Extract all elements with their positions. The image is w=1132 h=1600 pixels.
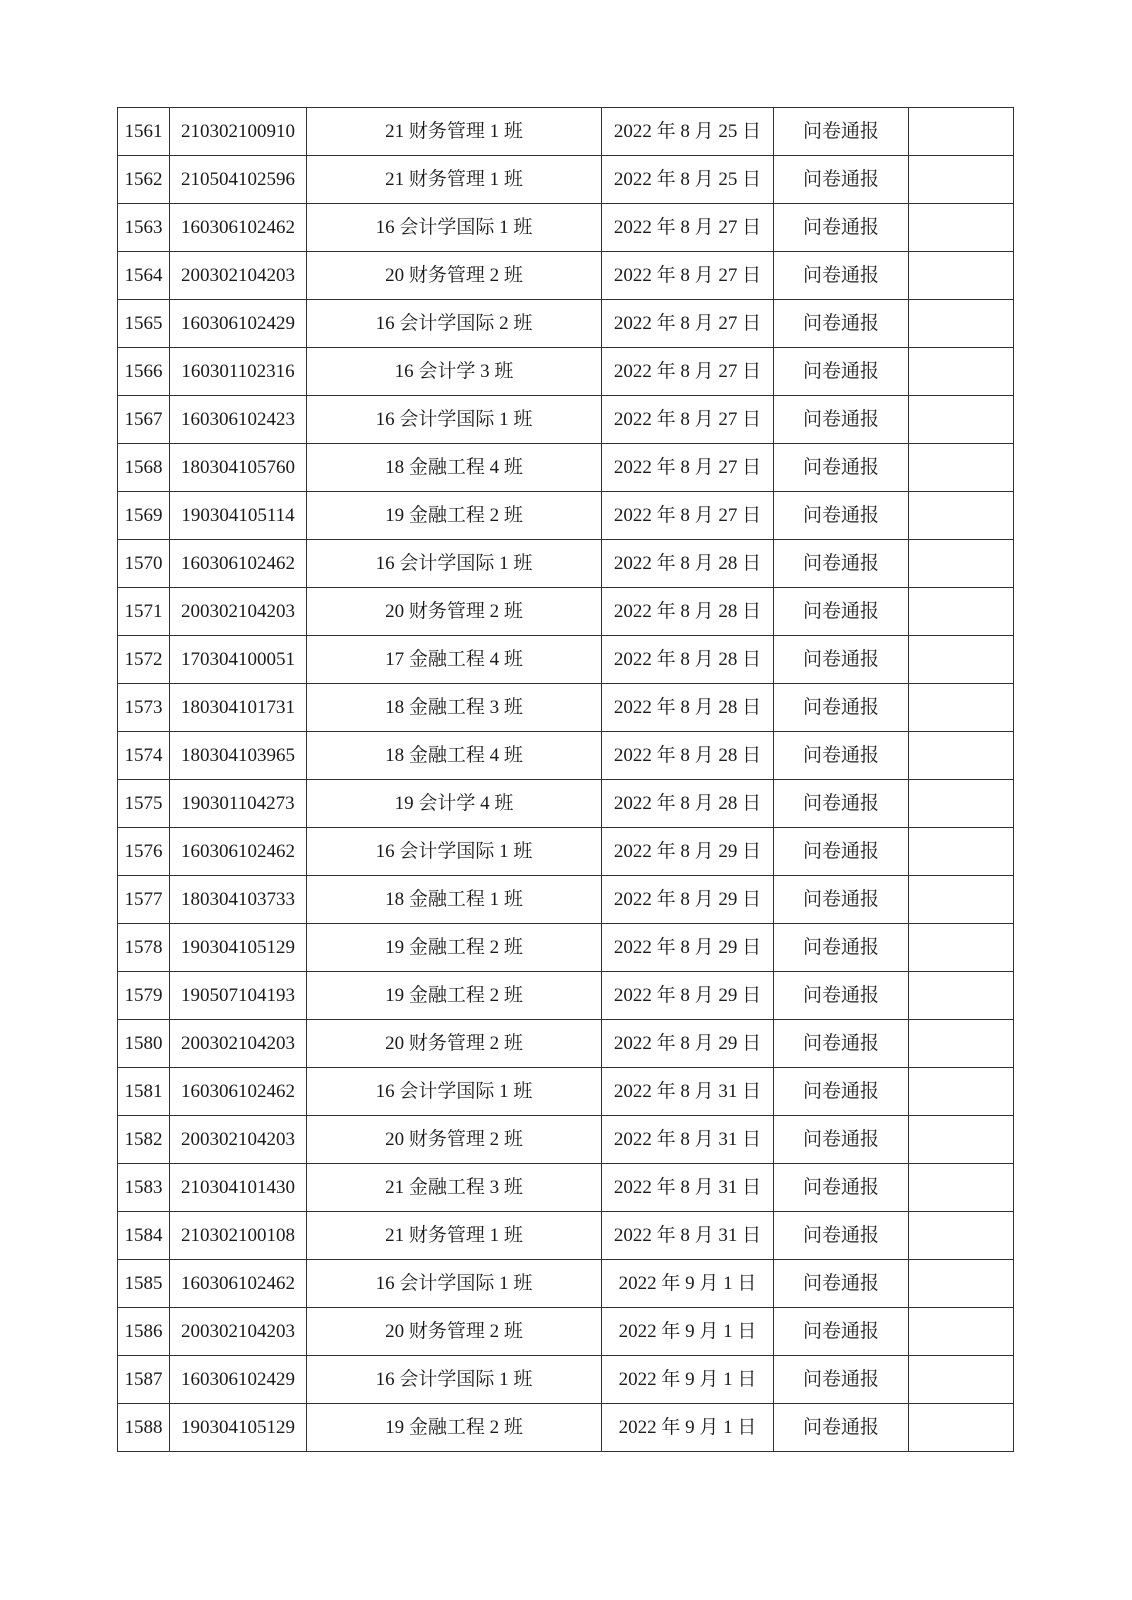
sequence-number-cell: 1577 <box>118 876 170 924</box>
sequence-number-cell: 1565 <box>118 300 170 348</box>
date-cell: 2022 年 8 月 28 日 <box>602 732 774 780</box>
date-cell: 2022 年 8 月 25 日 <box>602 156 774 204</box>
sequence-number-cell: 1588 <box>118 1404 170 1452</box>
notice-type-cell: 问卷通报 <box>774 876 909 924</box>
student-id-cell: 160301102316 <box>170 348 307 396</box>
sequence-number-cell: 1566 <box>118 348 170 396</box>
class-name-cell: 21 财务管理 1 班 <box>307 156 602 204</box>
table-row <box>118 924 1014 972</box>
date-cell: 2022 年 8 月 31 日 <box>602 1212 774 1260</box>
class-name-cell: 16 会计学国际 1 班 <box>307 1068 602 1116</box>
sequence-number-cell: 1563 <box>118 204 170 252</box>
date-cell: 2022 年 8 月 31 日 <box>602 1116 774 1164</box>
class-name-cell: 20 财务管理 2 班 <box>307 252 602 300</box>
student-id-cell: 200302104203 <box>170 588 307 636</box>
class-name-cell: 19 金融工程 2 班 <box>307 924 602 972</box>
notice-type-cell: 问卷通报 <box>774 300 909 348</box>
date-cell: 2022 年 8 月 27 日 <box>602 396 774 444</box>
date-cell: 2022 年 8 月 29 日 <box>602 876 774 924</box>
sequence-number-cell: 1580 <box>118 1020 170 1068</box>
date-cell: 2022 年 8 月 31 日 <box>602 1068 774 1116</box>
notice-type-cell: 问卷通报 <box>774 780 909 828</box>
class-name-cell: 18 金融工程 3 班 <box>307 684 602 732</box>
date-cell: 2022 年 8 月 27 日 <box>602 252 774 300</box>
table-row <box>118 780 1014 828</box>
table-row <box>118 1068 1014 1116</box>
record-table <box>117 107 1014 1452</box>
student-id-cell: 160306102462 <box>170 1260 307 1308</box>
table-body <box>118 108 1014 1452</box>
sequence-number-cell: 1562 <box>118 156 170 204</box>
sequence-number-cell: 1568 <box>118 444 170 492</box>
remarks-cell <box>909 204 1014 252</box>
student-id-cell: 210504102596 <box>170 156 307 204</box>
remarks-cell <box>909 540 1014 588</box>
date-cell: 2022 年 8 月 27 日 <box>602 492 774 540</box>
student-id-cell: 190304105129 <box>170 1404 307 1452</box>
student-id-cell: 160306102462 <box>170 204 307 252</box>
class-name-cell: 17 金融工程 4 班 <box>307 636 602 684</box>
table-row <box>118 636 1014 684</box>
student-id-cell: 160306102462 <box>170 828 307 876</box>
date-cell: 2022 年 9 月 1 日 <box>602 1404 774 1452</box>
class-name-cell: 20 财务管理 2 班 <box>307 588 602 636</box>
table-row <box>118 204 1014 252</box>
sequence-number-cell: 1579 <box>118 972 170 1020</box>
date-cell: 2022 年 8 月 28 日 <box>602 780 774 828</box>
class-name-cell: 18 金融工程 4 班 <box>307 732 602 780</box>
notice-type-cell: 问卷通报 <box>774 540 909 588</box>
sequence-number-cell: 1586 <box>118 1308 170 1356</box>
notice-type-cell: 问卷通报 <box>774 1212 909 1260</box>
class-name-cell: 19 金融工程 2 班 <box>307 1404 602 1452</box>
class-name-cell: 16 会计学国际 1 班 <box>307 204 602 252</box>
remarks-cell <box>909 1404 1014 1452</box>
date-cell: 2022 年 8 月 25 日 <box>602 108 774 156</box>
remarks-cell <box>909 108 1014 156</box>
notice-type-cell: 问卷通报 <box>774 636 909 684</box>
remarks-cell <box>909 780 1014 828</box>
class-name-cell: 21 财务管理 1 班 <box>307 108 602 156</box>
date-cell: 2022 年 8 月 29 日 <box>602 924 774 972</box>
notice-type-cell: 问卷通报 <box>774 1164 909 1212</box>
student-id-cell: 200302104203 <box>170 252 307 300</box>
class-name-cell: 16 会计学国际 1 班 <box>307 828 602 876</box>
student-id-cell: 160306102429 <box>170 300 307 348</box>
sequence-number-cell: 1576 <box>118 828 170 876</box>
table-row <box>118 588 1014 636</box>
sequence-number-cell: 1571 <box>118 588 170 636</box>
student-id-cell: 160306102423 <box>170 396 307 444</box>
table-row <box>118 1020 1014 1068</box>
student-id-cell: 180304103965 <box>170 732 307 780</box>
student-id-cell: 180304101731 <box>170 684 307 732</box>
table-row <box>118 1404 1014 1452</box>
class-name-cell: 16 会计学国际 1 班 <box>307 540 602 588</box>
student-id-cell: 160306102462 <box>170 540 307 588</box>
class-name-cell: 20 财务管理 2 班 <box>307 1308 602 1356</box>
remarks-cell <box>909 348 1014 396</box>
class-name-cell: 21 财务管理 1 班 <box>307 1212 602 1260</box>
table-row <box>118 156 1014 204</box>
remarks-cell <box>909 444 1014 492</box>
date-cell: 2022 年 9 月 1 日 <box>602 1260 774 1308</box>
table-row <box>118 732 1014 780</box>
date-cell: 2022 年 8 月 27 日 <box>602 444 774 492</box>
notice-type-cell: 问卷通报 <box>774 924 909 972</box>
remarks-cell <box>909 1116 1014 1164</box>
notice-type-cell: 问卷通报 <box>774 108 909 156</box>
notice-type-cell: 问卷通报 <box>774 1404 909 1452</box>
sequence-number-cell: 1587 <box>118 1356 170 1404</box>
student-id-cell: 190304105114 <box>170 492 307 540</box>
notice-type-cell: 问卷通报 <box>774 252 909 300</box>
sequence-number-cell: 1584 <box>118 1212 170 1260</box>
notice-type-cell: 问卷通报 <box>774 684 909 732</box>
table-row <box>118 348 1014 396</box>
notice-type-cell: 问卷通报 <box>774 588 909 636</box>
remarks-cell <box>909 1164 1014 1212</box>
notice-type-cell: 问卷通报 <box>774 348 909 396</box>
remarks-cell <box>909 972 1014 1020</box>
student-id-cell: 210302100108 <box>170 1212 307 1260</box>
remarks-cell <box>909 1212 1014 1260</box>
table-row <box>118 492 1014 540</box>
date-cell: 2022 年 8 月 28 日 <box>602 684 774 732</box>
remarks-cell <box>909 732 1014 780</box>
notice-type-cell: 问卷通报 <box>774 1260 909 1308</box>
table-row <box>118 1356 1014 1404</box>
table-row <box>118 1308 1014 1356</box>
class-name-cell: 20 财务管理 2 班 <box>307 1020 602 1068</box>
student-id-cell: 210302100910 <box>170 108 307 156</box>
remarks-cell <box>909 396 1014 444</box>
student-id-cell: 190304105129 <box>170 924 307 972</box>
date-cell: 2022 年 8 月 28 日 <box>602 588 774 636</box>
sequence-number-cell: 1585 <box>118 1260 170 1308</box>
remarks-cell <box>909 156 1014 204</box>
class-name-cell: 16 会计学国际 1 班 <box>307 396 602 444</box>
date-cell: 2022 年 8 月 27 日 <box>602 348 774 396</box>
class-name-cell: 16 会计学国际 1 班 <box>307 1260 602 1308</box>
student-id-cell: 160306102462 <box>170 1068 307 1116</box>
sequence-number-cell: 1582 <box>118 1116 170 1164</box>
sequence-number-cell: 1570 <box>118 540 170 588</box>
table-row <box>118 252 1014 300</box>
sequence-number-cell: 1578 <box>118 924 170 972</box>
remarks-cell <box>909 492 1014 540</box>
sequence-number-cell: 1575 <box>118 780 170 828</box>
class-name-cell: 19 金融工程 2 班 <box>307 972 602 1020</box>
date-cell: 2022 年 9 月 1 日 <box>602 1356 774 1404</box>
remarks-cell <box>909 828 1014 876</box>
student-id-cell: 160306102429 <box>170 1356 307 1404</box>
remarks-cell <box>909 1356 1014 1404</box>
class-name-cell: 18 金融工程 4 班 <box>307 444 602 492</box>
date-cell: 2022 年 8 月 28 日 <box>602 540 774 588</box>
sequence-number-cell: 1567 <box>118 396 170 444</box>
notice-type-cell: 问卷通报 <box>774 1308 909 1356</box>
table-row <box>118 1212 1014 1260</box>
remarks-cell <box>909 1020 1014 1068</box>
notice-type-cell: 问卷通报 <box>774 1068 909 1116</box>
student-id-cell: 170304100051 <box>170 636 307 684</box>
sequence-number-cell: 1581 <box>118 1068 170 1116</box>
remarks-cell <box>909 300 1014 348</box>
table-row <box>118 1260 1014 1308</box>
class-name-cell: 20 财务管理 2 班 <box>307 1116 602 1164</box>
remarks-cell <box>909 1260 1014 1308</box>
notice-type-cell: 问卷通报 <box>774 1020 909 1068</box>
student-id-cell: 200302104203 <box>170 1116 307 1164</box>
sequence-number-cell: 1583 <box>118 1164 170 1212</box>
notice-type-cell: 问卷通报 <box>774 1116 909 1164</box>
remarks-cell <box>909 684 1014 732</box>
class-name-cell: 21 金融工程 3 班 <box>307 1164 602 1212</box>
date-cell: 2022 年 8 月 28 日 <box>602 636 774 684</box>
table-row <box>118 444 1014 492</box>
notice-type-cell: 问卷通报 <box>774 204 909 252</box>
table-row <box>118 876 1014 924</box>
date-cell: 2022 年 8 月 29 日 <box>602 828 774 876</box>
table-row <box>118 684 1014 732</box>
student-id-cell: 200302104203 <box>170 1308 307 1356</box>
class-name-cell: 16 会计学国际 2 班 <box>307 300 602 348</box>
table-row <box>118 1116 1014 1164</box>
notice-type-cell: 问卷通报 <box>774 444 909 492</box>
notice-type-cell: 问卷通报 <box>774 492 909 540</box>
table-row <box>118 828 1014 876</box>
student-id-cell: 190507104193 <box>170 972 307 1020</box>
notice-type-cell: 问卷通报 <box>774 732 909 780</box>
date-cell: 2022 年 9 月 1 日 <box>602 1308 774 1356</box>
date-cell: 2022 年 8 月 27 日 <box>602 300 774 348</box>
table-row <box>118 396 1014 444</box>
student-id-cell: 180304105760 <box>170 444 307 492</box>
sequence-number-cell: 1569 <box>118 492 170 540</box>
class-name-cell: 16 会计学 3 班 <box>307 348 602 396</box>
remarks-cell <box>909 588 1014 636</box>
date-cell: 2022 年 8 月 29 日 <box>602 1020 774 1068</box>
notice-type-cell: 问卷通报 <box>774 828 909 876</box>
class-name-cell: 18 金融工程 1 班 <box>307 876 602 924</box>
sequence-number-cell: 1573 <box>118 684 170 732</box>
table-row <box>118 540 1014 588</box>
student-id-cell: 190301104273 <box>170 780 307 828</box>
student-id-cell: 210304101430 <box>170 1164 307 1212</box>
table-row <box>118 972 1014 1020</box>
sequence-number-cell: 1572 <box>118 636 170 684</box>
notice-type-cell: 问卷通报 <box>774 396 909 444</box>
sequence-number-cell: 1561 <box>118 108 170 156</box>
date-cell: 2022 年 8 月 27 日 <box>602 204 774 252</box>
remarks-cell <box>909 1308 1014 1356</box>
remarks-cell <box>909 924 1014 972</box>
table-row <box>118 300 1014 348</box>
remarks-cell <box>909 636 1014 684</box>
sequence-number-cell: 1564 <box>118 252 170 300</box>
class-name-cell: 19 会计学 4 班 <box>307 780 602 828</box>
class-name-cell: 16 会计学国际 1 班 <box>307 1356 602 1404</box>
table-row <box>118 108 1014 156</box>
notice-type-cell: 问卷通报 <box>774 156 909 204</box>
table-row <box>118 1164 1014 1212</box>
sequence-number-cell: 1574 <box>118 732 170 780</box>
class-name-cell: 19 金融工程 2 班 <box>307 492 602 540</box>
student-id-cell: 180304103733 <box>170 876 307 924</box>
remarks-cell <box>909 876 1014 924</box>
notice-type-cell: 问卷通报 <box>774 972 909 1020</box>
date-cell: 2022 年 8 月 31 日 <box>602 1164 774 1212</box>
remarks-cell <box>909 1068 1014 1116</box>
date-cell: 2022 年 8 月 29 日 <box>602 972 774 1020</box>
notice-type-cell: 问卷通报 <box>774 1356 909 1404</box>
student-id-cell: 200302104203 <box>170 1020 307 1068</box>
remarks-cell <box>909 252 1014 300</box>
